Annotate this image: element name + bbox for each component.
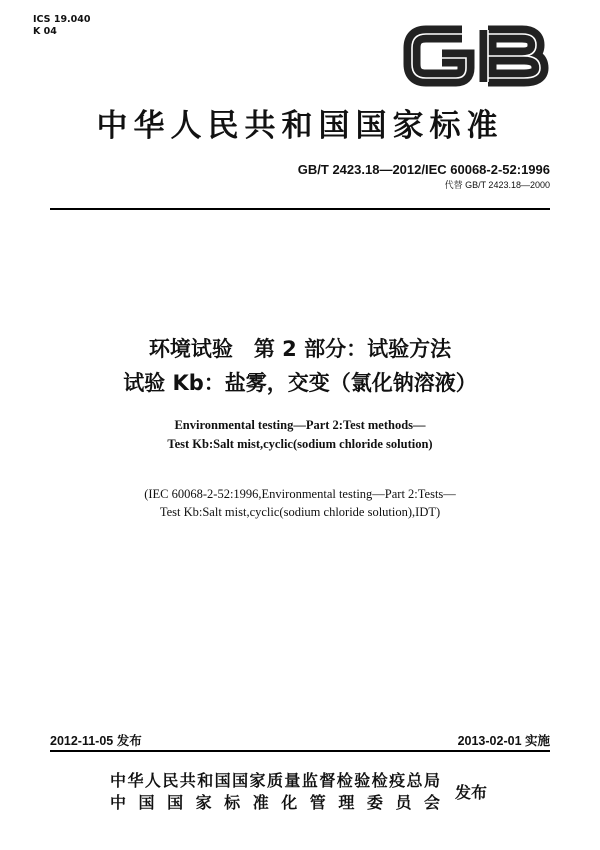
issue-label: 发布 — [455, 783, 488, 802]
main-title: 中华人民共和国国家标准 — [96, 108, 504, 144]
cn-title-line2: 试验 Kb：盐雾，交变（氯化钠溶液） — [123, 371, 477, 395]
en-title-line1: Environmental testing—Part 2:Test methods— — [174, 418, 426, 432]
gb-logo — [400, 20, 550, 90]
classification-codes — [33, 14, 91, 38]
ics-code: ICS 19.040 — [33, 14, 91, 25]
footer-divider — [50, 750, 550, 752]
equivalence-line2: Test Kb:Salt mist,cyclic(sodium chloride solution),IDT) — [159, 505, 441, 519]
ccs-code: K 04 — [33, 26, 57, 37]
publish-date: 2012-11-05 发布 — [50, 734, 142, 748]
issuer-line2: 中国国家标准化管理委员会 — [110, 793, 440, 812]
issuer-line1: 中华人民共和国国家质量监督检验检疫总局 — [110, 771, 440, 790]
en-title-line2: Test Kb:Salt mist,cyclic(sodium chloride solution) — [167, 437, 433, 451]
cn-title-line1: 环境试验 第 2 部分：试验方法 — [148, 337, 452, 361]
implement-date: 2013-02-01 实施 — [457, 734, 550, 748]
standard-number: GB/T 2423.18—2012/IEC 60068-2-52:1996 — [297, 162, 550, 177]
equivalence-line1: (IEC 60068-2-52:1996,Environmental testing—Part 2:Tests— — [144, 487, 456, 501]
header-divider — [50, 208, 550, 210]
replaces-note: 代替 GB/T 2423.18—2000 — [444, 180, 550, 190]
